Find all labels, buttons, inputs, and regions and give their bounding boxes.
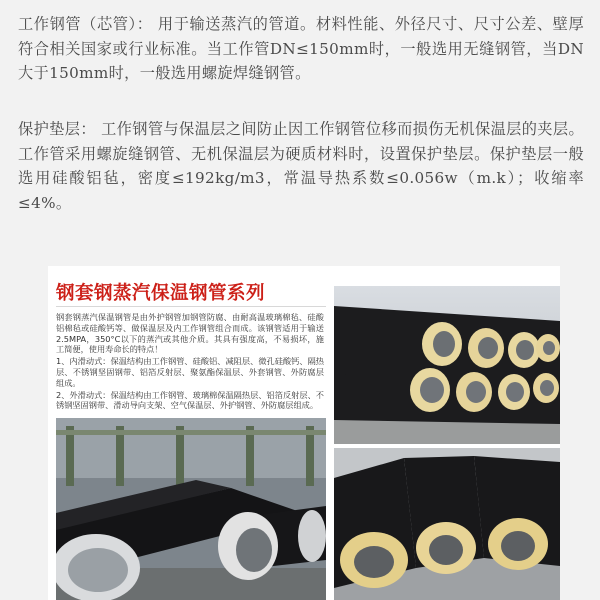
paragraph-working-pipe: 工作钢管（芯管）： 用于输送蒸汽的管道。材料性能、外径尺寸、尺寸公差、壁厚符合相关国家或行业标准。当工作管DN≤150mm时，一般选用无缝钢管，当DN大于150mm时，一般选用螺旋焊缝钢管。 (18, 15, 584, 82)
title-divider (56, 306, 326, 307)
stacked-insulated-pipes-photo (334, 286, 560, 444)
product-panel (48, 266, 560, 600)
paragraph-protective-cushion: 保护垫层： 工作钢管与保温层之间防止因工作钢管位移而损伤无机保温层的夹层。工作管采用螺旋缝钢管、无机保温层为硬质材料时，设置保护垫层。保护垫层一般选用硅酸铝毡，密度≤192kg/m3，常温导热系数≤0.056w（m.k）；收缩率≤4%。 (18, 120, 584, 212)
description-item-2: 2、外滑动式：保温结构由工作钢管、玻璃棉保温隔热层、铝箔反射层、不锈钢坚固钢带、滑动导向支架、空气保温层、外护钢管、外防腐层组成。 (56, 389, 324, 411)
intro-section (0, 0, 600, 237)
product-description (56, 312, 324, 412)
pipe-ends-closeup-photo (334, 448, 560, 600)
description-item-1: 1、内滑动式：保温结构由工作钢管、硅酸铝、减阻层、微孔硅酸钙、隔热层、不锈钢坚固钢带、铝箔反射层、聚氨酯保温层、外套钢管、外防腐层组成。 (56, 356, 324, 388)
factory-pipes-photo (56, 418, 326, 600)
panel-title: 钢套钢蒸汽保温钢管系列 (56, 283, 266, 304)
description-intro: 钢套钢蒸汽保温钢管是由外护钢管加钢管防腐、由耐高温玻璃棉毡、硅酸铝棉毡或硅酸钙等、做保温层及内工作钢管组合而成。该钢管适用于输送2.5MPA，350°C以下的蒸汽或其他介质。其具有强度高，不易损坏，施工简便，使用寿命长的特点！ (56, 312, 324, 355)
